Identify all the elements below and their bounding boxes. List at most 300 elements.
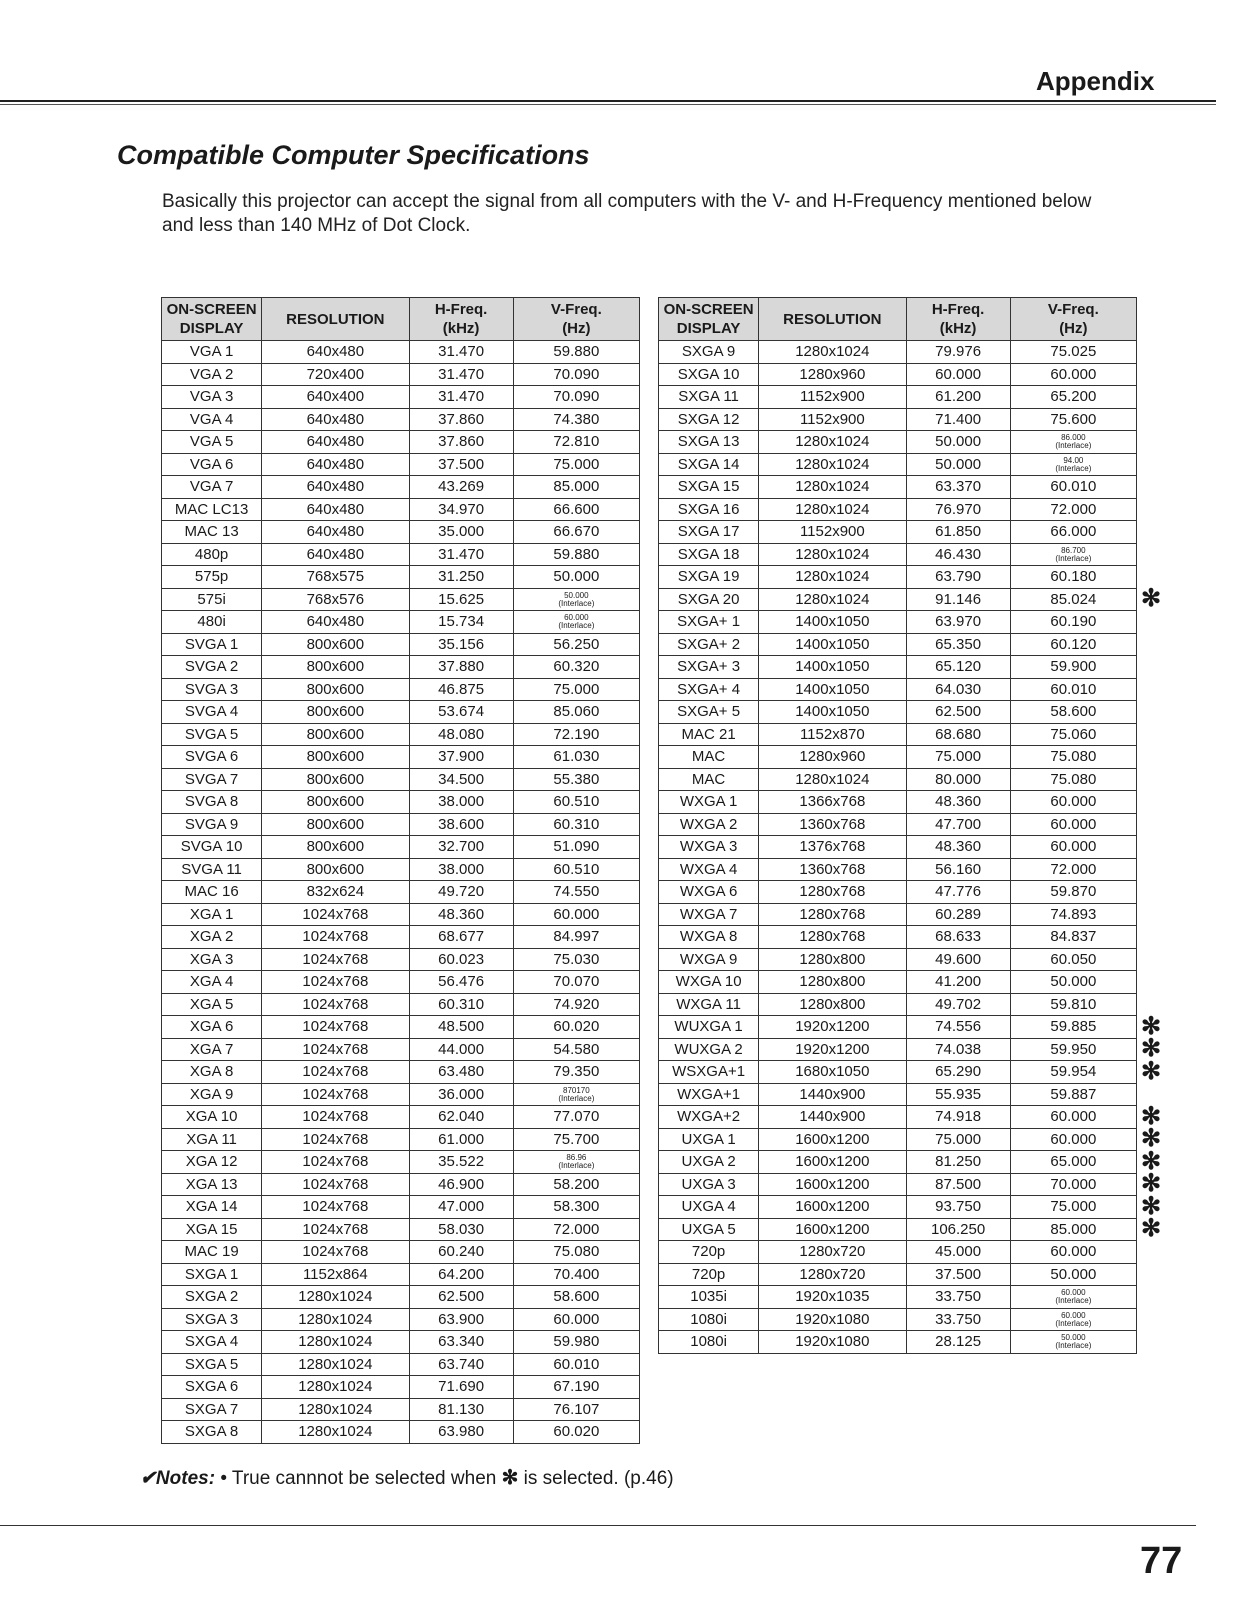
table-cell [1010, 453, 1136, 476]
table-row [162, 1128, 640, 1151]
column-header: RESOLUTION [262, 298, 409, 341]
table-cell: 44.000 [409, 1038, 513, 1061]
table-cell: 800x600 [262, 701, 409, 724]
table-cell: 720x400 [262, 363, 409, 386]
table-cell: SXGA 10 [659, 363, 759, 386]
table-cell: 63.980 [409, 1421, 513, 1444]
table-row [659, 881, 1137, 904]
table-cell: SXGA 17 [659, 521, 759, 544]
table-cell: 37.860 [409, 431, 513, 454]
table-row [659, 588, 1137, 611]
vfreq-value: 60.000 [564, 613, 589, 623]
table-row [659, 836, 1137, 859]
table-cell: WXGA 4 [659, 858, 759, 881]
interlace-label: (Interlace) [1055, 1341, 1092, 1351]
table-cell: 76.107 [513, 1398, 639, 1421]
table-cell: 1600x1200 [759, 1151, 906, 1174]
table-cell: 50.000 [906, 453, 1010, 476]
table-cell: 46.900 [409, 1173, 513, 1196]
table-cell: SXGA 14 [659, 453, 759, 476]
table-cell: 48.080 [409, 723, 513, 746]
table-cell: 640x480 [262, 543, 409, 566]
table-cell: SXGA 5 [162, 1353, 262, 1376]
table-cell: 15.625 [409, 588, 513, 611]
table-cell: 1024x768 [262, 926, 409, 949]
table-cell: 1400x1050 [759, 611, 906, 634]
table-cell: 15.734 [409, 611, 513, 634]
table-cell: 1035i [659, 1286, 759, 1309]
table-row [162, 1263, 640, 1286]
table-cell: 1440x900 [759, 1083, 906, 1106]
table-cell: 58.030 [409, 1218, 513, 1241]
table-cell: 74.556 [906, 1016, 1010, 1039]
table-cell: SXGA+ 5 [659, 701, 759, 724]
table-cell: 575p [162, 566, 262, 589]
table-cell: WXGA 10 [659, 971, 759, 994]
asterisk-icon: ✻ [1140, 1215, 1162, 1243]
asterisk-icon: ✻ [1140, 1035, 1162, 1063]
table-cell: 640x480 [262, 431, 409, 454]
table-row [162, 521, 640, 544]
interlace-value [558, 1087, 594, 1103]
table-cell: 64.030 [906, 678, 1010, 701]
table-cell: 1024x768 [262, 1128, 409, 1151]
table-cell: 61.200 [906, 386, 1010, 409]
table-row [659, 926, 1137, 949]
table-cell: 31.470 [409, 386, 513, 409]
table-cell: 59.954 [1010, 1061, 1136, 1084]
table-cell: 48.500 [409, 1016, 513, 1039]
table-cell: 1280x800 [759, 971, 906, 994]
table-cell: 46.430 [906, 543, 1010, 566]
column-header: H-Freq. (kHz) [906, 298, 1010, 341]
table-row [162, 363, 640, 386]
table-row [162, 566, 640, 589]
table-row [659, 723, 1137, 746]
table-cell: XGA 4 [162, 971, 262, 994]
table-row [162, 408, 640, 431]
table-cell: 60.020 [513, 1016, 639, 1039]
table-row [162, 543, 640, 566]
table-cell: 75.600 [1010, 408, 1136, 431]
table-cell: 85.000 [513, 476, 639, 499]
table-cell: 47.776 [906, 881, 1010, 904]
asterisk-icon: ✻ [1140, 1192, 1162, 1220]
table-cell: 31.470 [409, 363, 513, 386]
table-row [659, 1151, 1137, 1174]
table-cell: 91.146 [906, 588, 1010, 611]
table-row [659, 1263, 1137, 1286]
table-cell: 1280x768 [759, 881, 906, 904]
table-row [162, 948, 640, 971]
table-cell: 63.340 [409, 1331, 513, 1354]
table-row [659, 858, 1137, 881]
table-row [162, 1241, 640, 1264]
table-cell: 1920x1200 [759, 1038, 906, 1061]
table-cell: 60.000 [1010, 1106, 1136, 1129]
table-cell: WXGA 1 [659, 791, 759, 814]
table-cell: 35.000 [409, 521, 513, 544]
table-cell: 41.200 [906, 971, 1010, 994]
table-row [659, 476, 1137, 499]
table-cell: SXGA 7 [162, 1398, 262, 1421]
table-cell: 1280x720 [759, 1263, 906, 1286]
table-row [162, 881, 640, 904]
table-cell: 74.918 [906, 1106, 1010, 1129]
table-cell: 1600x1200 [759, 1218, 906, 1241]
table-cell: 59.900 [1010, 656, 1136, 679]
table-cell: WUXGA 2 [659, 1038, 759, 1061]
table-cell: 50.000 [1010, 971, 1136, 994]
table-cell: 50.000 [1010, 1263, 1136, 1286]
table-cell: 1920x1080 [759, 1331, 906, 1354]
table-row [162, 926, 640, 949]
table-cell: 800x600 [262, 723, 409, 746]
table-cell: SXGA+ 2 [659, 633, 759, 656]
table-cell: 70.070 [513, 971, 639, 994]
table-cell: 1152x900 [759, 408, 906, 431]
interlace-label: (Interlace) [1055, 441, 1092, 451]
table-cell: 1600x1200 [759, 1128, 906, 1151]
table-cell: 54.580 [513, 1038, 639, 1061]
table-cell [513, 1083, 639, 1106]
table-cell: 60.023 [409, 948, 513, 971]
table-row [162, 1173, 640, 1196]
table-cell: 1360x768 [759, 858, 906, 881]
table-cell: 1024x768 [262, 1016, 409, 1039]
table-row [659, 768, 1137, 791]
table-cell: 58.600 [1010, 701, 1136, 724]
table-row [659, 1218, 1137, 1241]
table-row [162, 836, 640, 859]
table-row [162, 1016, 640, 1039]
table-cell: 1400x1050 [759, 701, 906, 724]
table-cell: 65.000 [1010, 1151, 1136, 1174]
table-row [659, 1241, 1137, 1264]
table-cell: 60.510 [513, 791, 639, 814]
table-cell [513, 588, 639, 611]
table-cell: VGA 4 [162, 408, 262, 431]
table-cell: 58.300 [513, 1196, 639, 1219]
table-cell: SVGA 2 [162, 656, 262, 679]
table-cell: 70.400 [513, 1263, 639, 1286]
table-row [162, 611, 640, 634]
table-row [162, 746, 640, 769]
header-rule [0, 100, 1216, 102]
table-row [659, 1016, 1137, 1039]
table-cell: 74.380 [513, 408, 639, 431]
table-cell: 60.180 [1010, 566, 1136, 589]
table-cell: SVGA 11 [162, 858, 262, 881]
table-cell: 71.690 [409, 1376, 513, 1399]
table-cell: 79.976 [906, 341, 1010, 364]
table-cell: 67.190 [513, 1376, 639, 1399]
table-cell: 84.997 [513, 926, 639, 949]
table-cell: 1024x768 [262, 1218, 409, 1241]
table-cell: 1152x870 [759, 723, 906, 746]
table-cell: 59.950 [1010, 1038, 1136, 1061]
table-cell: 37.500 [906, 1263, 1010, 1286]
table-cell: 1400x1050 [759, 656, 906, 679]
table-cell: SVGA 7 [162, 768, 262, 791]
column-header: V-Freq. (Hz) [1010, 298, 1136, 341]
table-row [162, 1196, 640, 1219]
table-row [659, 1331, 1137, 1354]
table-row [659, 1128, 1137, 1151]
table-cell: 1440x900 [759, 1106, 906, 1129]
table-cell: 75.080 [1010, 768, 1136, 791]
table-cell: 63.740 [409, 1353, 513, 1376]
table-cell: 1080i [659, 1308, 759, 1331]
table-cell: XGA 14 [162, 1196, 262, 1219]
table-cell: 1280x1024 [759, 566, 906, 589]
table-cell: 81.130 [409, 1398, 513, 1421]
table-cell: 60.320 [513, 656, 639, 679]
table-cell [1010, 431, 1136, 454]
table-row [659, 1061, 1137, 1084]
table-row [659, 341, 1137, 364]
table-cell: 32.700 [409, 836, 513, 859]
table-cell: 59.885 [1010, 1016, 1136, 1039]
interlace-label: (Interlace) [1055, 463, 1092, 473]
table-cell: SXGA 15 [659, 476, 759, 499]
table-cell: VGA 3 [162, 386, 262, 409]
table-cell: XGA 12 [162, 1151, 262, 1174]
interlace-value [1055, 1289, 1091, 1305]
table-cell: 768x576 [262, 588, 409, 611]
table-cell: WXGA 7 [659, 903, 759, 926]
table-cell: 85.024 [1010, 588, 1136, 611]
table-cell: 34.970 [409, 498, 513, 521]
table-cell: 68.633 [906, 926, 1010, 949]
table-cell: 63.370 [906, 476, 1010, 499]
table-cell: 80.000 [906, 768, 1010, 791]
table-cell: 1400x1050 [759, 633, 906, 656]
table-cell: 1366x768 [759, 791, 906, 814]
table-cell: 75.080 [513, 1241, 639, 1264]
table-cell: 1280x1024 [759, 341, 906, 364]
table-cell: 1920x1035 [759, 1286, 906, 1309]
table-cell: 1600x1200 [759, 1173, 906, 1196]
table-cell: 35.156 [409, 633, 513, 656]
table-cell: 36.000 [409, 1083, 513, 1106]
asterisk-icon: ✻ [1140, 1057, 1162, 1085]
table-cell: 1680x1050 [759, 1061, 906, 1084]
table-cell: XGA 11 [162, 1128, 262, 1151]
table-cell: XGA 9 [162, 1083, 262, 1106]
interlace-value [1055, 1312, 1091, 1328]
table-cell: 1920x1080 [759, 1308, 906, 1331]
table-cell: 1024x768 [262, 1173, 409, 1196]
table-header-row [162, 298, 640, 341]
table-row [162, 723, 640, 746]
vfreq-value: 86.96 [566, 1153, 587, 1163]
table-cell: 38.000 [409, 858, 513, 881]
table-row [659, 431, 1137, 454]
table-row [162, 1083, 640, 1106]
table-cell: 33.750 [906, 1286, 1010, 1309]
table-cell: 37.900 [409, 746, 513, 769]
interlace-value [558, 1154, 594, 1170]
table-cell: 75.030 [513, 948, 639, 971]
table-cell: 58.600 [513, 1286, 639, 1309]
table-cell: 60.190 [1010, 611, 1136, 634]
table-cell: 800x600 [262, 836, 409, 859]
table-cell: 1376x768 [759, 836, 906, 859]
table-cell: 800x600 [262, 678, 409, 701]
notes-text: • True cannnot be selected when [220, 1468, 502, 1489]
table-cell: 640x400 [262, 386, 409, 409]
table-cell: SVGA 1 [162, 633, 262, 656]
table-cell: 71.400 [906, 408, 1010, 431]
table-cell: SXGA 6 [162, 1376, 262, 1399]
table-row [659, 903, 1137, 926]
table-cell: 575i [162, 588, 262, 611]
table-cell: SXGA 13 [659, 431, 759, 454]
table-cell: 480p [162, 543, 262, 566]
page-title: Compatible Computer Specifications [117, 140, 590, 170]
table-row [659, 993, 1137, 1016]
table-cell: 720p [659, 1263, 759, 1286]
table-cell: 93.750 [906, 1196, 1010, 1219]
table-cell: 800x600 [262, 633, 409, 656]
table-cell: VGA 2 [162, 363, 262, 386]
vfreq-value: 86.700 [1061, 545, 1086, 555]
table-cell: WXGA 9 [659, 948, 759, 971]
table-cell: 1280x1024 [759, 453, 906, 476]
table-cell: 68.677 [409, 926, 513, 949]
asterisk-icon: ✻ [1140, 1012, 1162, 1040]
table-cell: SVGA 3 [162, 678, 262, 701]
table-row [162, 1421, 640, 1444]
table-cell: XGA 1 [162, 903, 262, 926]
table-cell: 640x480 [262, 453, 409, 476]
vfreq-value: 60.000 [1061, 1310, 1086, 1320]
table-cell: WXGA 2 [659, 813, 759, 836]
interlace-value [558, 592, 594, 608]
table-cell: 75.000 [513, 453, 639, 476]
column-header: H-Freq. (kHz) [409, 298, 513, 341]
table-row [162, 993, 640, 1016]
table-cell: 37.880 [409, 656, 513, 679]
interlace-value [1055, 1334, 1091, 1350]
table-cell: 60.050 [1010, 948, 1136, 971]
table-cell: WXGA 8 [659, 926, 759, 949]
table-cell: 1280x1024 [759, 431, 906, 454]
table-cell: 1280x1024 [759, 588, 906, 611]
table-row [659, 948, 1137, 971]
table-cell: 1280x768 [759, 903, 906, 926]
table-row [659, 971, 1137, 994]
table-cell: WXGA 11 [659, 993, 759, 1016]
table-row [162, 476, 640, 499]
table-cell: 1024x768 [262, 1038, 409, 1061]
table-cell: SXGA 1 [162, 1263, 262, 1286]
table-row [162, 1376, 640, 1399]
table-cell: 640x480 [262, 408, 409, 431]
table-cell: SXGA 8 [162, 1421, 262, 1444]
table-cell: MAC 19 [162, 1241, 262, 1264]
table-row [162, 341, 640, 364]
table-cell: 43.269 [409, 476, 513, 499]
column-header: RESOLUTION [759, 298, 906, 341]
table-cell: 75.000 [906, 746, 1010, 769]
table-cell: 640x480 [262, 611, 409, 634]
table-cell: 76.970 [906, 498, 1010, 521]
table-cell: 1280x960 [759, 363, 906, 386]
table-cell: SXGA 4 [162, 1331, 262, 1354]
table-cell [1010, 543, 1136, 566]
table-cell: 85.000 [1010, 1218, 1136, 1241]
table-row [659, 1308, 1137, 1331]
table-cell: 75.080 [1010, 746, 1136, 769]
table-cell: 60.010 [1010, 476, 1136, 499]
table-cell: 800x600 [262, 656, 409, 679]
table-cell: 800x600 [262, 746, 409, 769]
table-cell: 800x600 [262, 858, 409, 881]
table-cell: 1280x960 [759, 746, 906, 769]
table-cell: 37.500 [409, 453, 513, 476]
table-cell: 1280x1024 [262, 1331, 409, 1354]
table-cell: 72.000 [513, 1218, 639, 1241]
notes-text-after: is selected. (p.46) [518, 1468, 674, 1489]
spec-table-left [161, 297, 640, 1444]
asterisk-icon: ✻ [501, 1467, 519, 1489]
table-cell: 31.470 [409, 543, 513, 566]
footer-rule [0, 1525, 1196, 1526]
table-row [162, 1353, 640, 1376]
spec-table-right [658, 297, 1137, 1354]
table-cell: 1024x768 [262, 948, 409, 971]
table-row [659, 521, 1137, 544]
table-cell: SVGA 10 [162, 836, 262, 859]
table-cell: 832x624 [262, 881, 409, 904]
table-cell: WSXGA+1 [659, 1061, 759, 1084]
vfreq-value: 94.00 [1063, 455, 1084, 465]
table-cell: 60.010 [513, 1353, 639, 1376]
table-cell: SVGA 5 [162, 723, 262, 746]
table-cell: 49.702 [906, 993, 1010, 1016]
table-cell: 1152x864 [262, 1263, 409, 1286]
table-cell: 1280x768 [759, 926, 906, 949]
table-cell: 1280x1024 [262, 1376, 409, 1399]
table-cell: 640x480 [262, 498, 409, 521]
table-cell: 640x480 [262, 521, 409, 544]
table-row [162, 1106, 640, 1129]
table-cell: 1080i [659, 1331, 759, 1354]
table-cell: 75.700 [513, 1128, 639, 1151]
table-cell: 75.000 [1010, 1196, 1136, 1219]
table-cell: 45.000 [906, 1241, 1010, 1264]
table-cell: 1024x768 [262, 1083, 409, 1106]
table-row [162, 971, 640, 994]
table-cell: 74.038 [906, 1038, 1010, 1061]
table-cell: 60.120 [1010, 633, 1136, 656]
table-cell: VGA 7 [162, 476, 262, 499]
table-row [659, 566, 1137, 589]
table-cell: SXGA 9 [659, 341, 759, 364]
table-cell: 65.200 [1010, 386, 1136, 409]
table-cell: MAC 21 [659, 723, 759, 746]
table-cell: 59.880 [513, 341, 639, 364]
table-cell: XGA 5 [162, 993, 262, 1016]
interlace-label: (Interlace) [558, 1161, 595, 1171]
table-cell: 1280x1024 [759, 476, 906, 499]
table-cell: 1920x1200 [759, 1016, 906, 1039]
table-cell: 60.310 [409, 993, 513, 1016]
table-cell: 37.860 [409, 408, 513, 431]
interlace-label: (Interlace) [558, 621, 595, 631]
